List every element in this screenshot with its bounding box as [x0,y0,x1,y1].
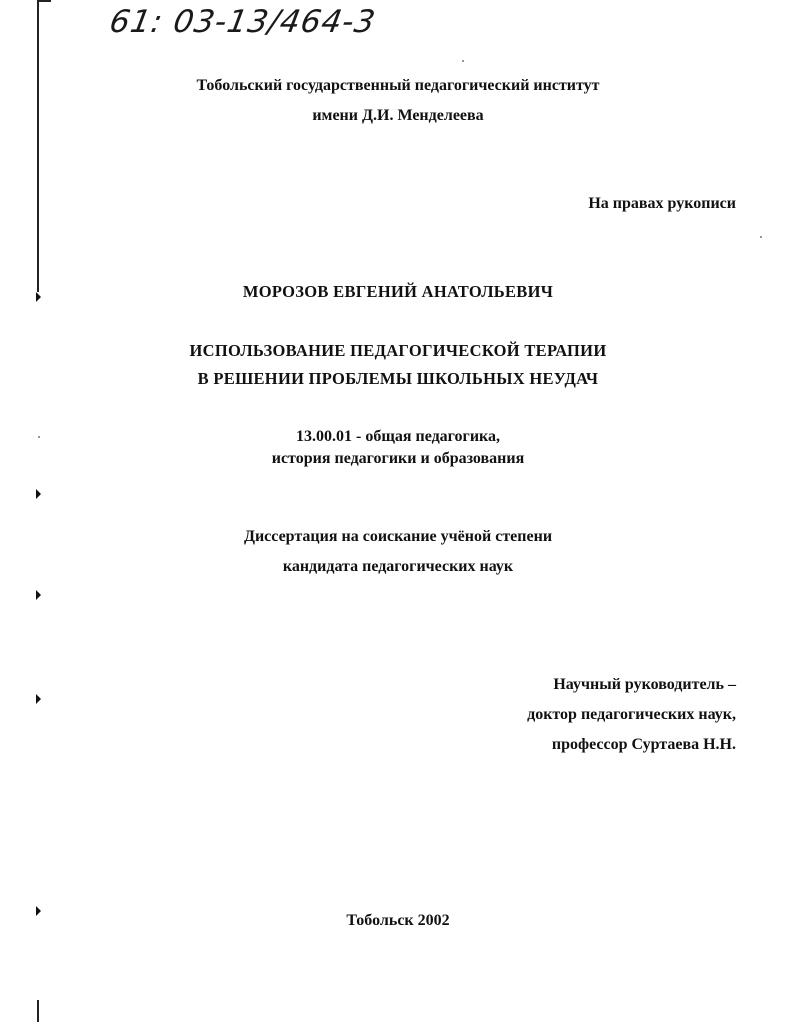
scan-margin-mark [36,489,41,499]
scan-speck [760,236,762,238]
scan-bottom-mark [37,1000,39,1022]
specialty-code: 13.00.01 - общая педагогика, [295,428,501,445]
institution-name: Тобольский государственный педагогический институт [196,77,600,94]
dissertation-title-line2: В РЕШЕНИИ ПРОБЛЕМЫ ШКОЛЬНЫХ НЕУДАЧ [197,369,599,388]
degree-statement: Диссертация на соискание учёной степени [243,528,553,545]
degree-name: кандидата педагогических наук [282,558,514,575]
supervisor-role: Научный руководитель – [553,676,736,693]
author-name: МОРОЗОВ ЕВГЕНИЙ АНАТОЛЬЕВИЧ [242,282,554,301]
supervisor-name: профессор Суртаева Н.Н. [551,736,736,753]
handwritten-catalog-number: 61: 03-13/464-3 [106,4,379,40]
manuscript-note: На правах рукописи [588,195,736,212]
institution-dedication: имени Д.И. Менделеева [312,107,484,124]
specialty-name: история педагогики и образования [271,450,525,467]
place-and-year: Тобольск 2002 [346,912,450,929]
scan-margin-mark [36,694,41,704]
scan-top-corner [37,0,51,2]
scan-speck [462,60,464,62]
supervisor-degree: доктор педагогических наук, [527,706,736,723]
dissertation-title-line1: ИСПОЛЬЗОВАНИЕ ПЕДАГОГИЧЕСКОЙ ТЕРАПИИ [189,341,607,360]
scan-margin-mark [36,590,41,600]
scan-left-edge [37,0,39,292]
